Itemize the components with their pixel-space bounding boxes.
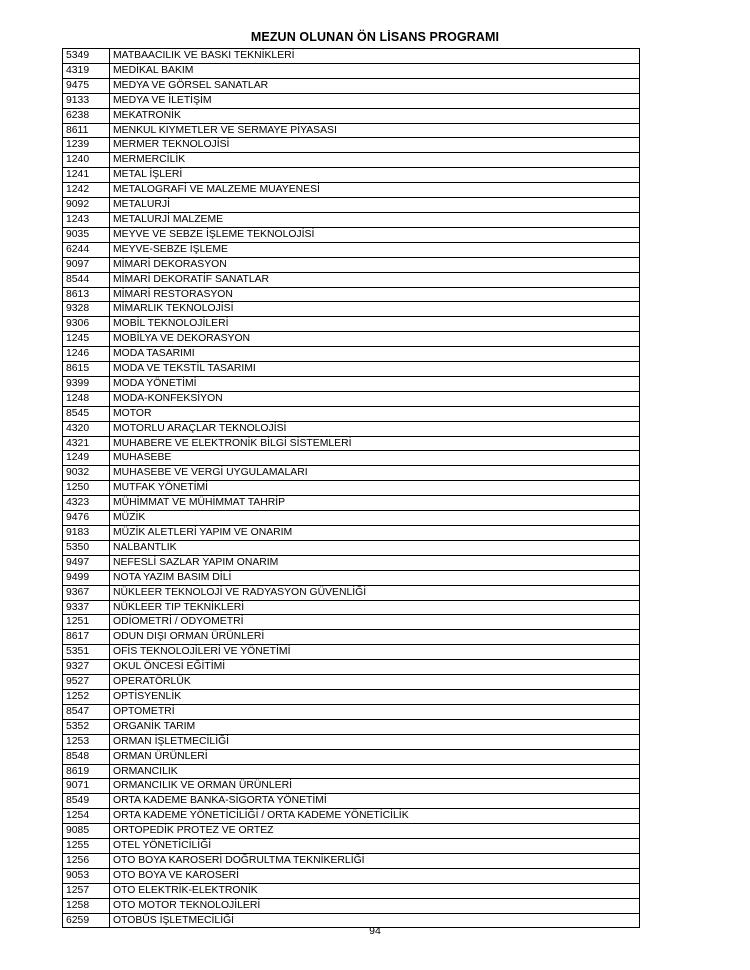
- program-code-cell: 1254: [63, 809, 110, 824]
- table-row: [63, 168, 640, 183]
- table-row: [63, 496, 640, 511]
- page-title: MEZUN OLUNAN ÖN LİSANS PROGRAMI: [250, 30, 500, 44]
- program-code-cell: 5349: [63, 49, 110, 64]
- program-code-cell: 8548: [63, 749, 110, 764]
- program-code-cell: 1250: [63, 481, 110, 496]
- table-row: [63, 153, 640, 168]
- table-row: [63, 376, 640, 391]
- program-code-cell: 1253: [63, 734, 110, 749]
- program-code-cell: 8615: [63, 362, 110, 377]
- program-code-cell: 1258: [63, 898, 110, 913]
- program-code-cell: 1240: [63, 153, 110, 168]
- program-name-cell: ORMANCILIK VE ORMAN ÜRÜNLERİ: [110, 779, 640, 794]
- program-name-cell: NALBANTLIK: [110, 540, 640, 555]
- program-code-cell: 9092: [63, 198, 110, 213]
- program-code-cell: 9399: [63, 376, 110, 391]
- program-code-cell: 6259: [63, 913, 110, 928]
- program-code-cell: 5352: [63, 719, 110, 734]
- table-row: [63, 138, 640, 153]
- program-name-cell: MEYVE-SEBZE İŞLEME: [110, 242, 640, 257]
- table-row: [63, 212, 640, 227]
- program-name-cell: OKUL ÖNCESİ EĞİTİMİ: [110, 660, 640, 675]
- program-name-cell: MOBİL TEKNOLOJİLERİ: [110, 317, 640, 332]
- program-name-cell: ODİOMETRİ / ODYOMETRİ: [110, 615, 640, 630]
- table-row: [63, 853, 640, 868]
- program-code-cell: 8619: [63, 764, 110, 779]
- program-code-cell: 9497: [63, 555, 110, 570]
- table-row: [63, 183, 640, 198]
- program-code-cell: 5351: [63, 645, 110, 660]
- table-row: [63, 689, 640, 704]
- program-code-cell: 9476: [63, 511, 110, 526]
- table-row: [63, 317, 640, 332]
- program-name-cell: METALURJİ MALZEME: [110, 212, 640, 227]
- program-name-cell: MEYVE VE SEBZE İŞLEME TEKNOLOJİSİ: [110, 227, 640, 242]
- program-name-cell: ORTA KADEME BANKA-SİGORTA YÖNETİMİ: [110, 794, 640, 809]
- program-name-cell: MOTORLU ARAÇLAR TEKNOLOJİSİ: [110, 421, 640, 436]
- program-code-cell: 9032: [63, 466, 110, 481]
- program-code-cell: 1248: [63, 391, 110, 406]
- program-name-cell: MUHASEBE VE VERGİ UYGULAMALARI: [110, 466, 640, 481]
- program-code-cell: 8544: [63, 272, 110, 287]
- program-name-cell: MOBİLYA VE DEKORASYON: [110, 332, 640, 347]
- program-code-cell: 8545: [63, 406, 110, 421]
- table-row: [63, 451, 640, 466]
- table-row: [63, 108, 640, 123]
- table-row: [63, 481, 640, 496]
- program-code-cell: 1256: [63, 853, 110, 868]
- program-name-cell: OTO BOYA VE KAROSERİ: [110, 868, 640, 883]
- program-code-cell: 9499: [63, 570, 110, 585]
- program-name-cell: NEFESLİ SAZLAR YAPIM ONARIM: [110, 555, 640, 570]
- program-name-cell: ORMANCILIK: [110, 764, 640, 779]
- table-row: [63, 436, 640, 451]
- program-code-cell: 1242: [63, 183, 110, 198]
- program-name-cell: OPERATÖRLÜK: [110, 675, 640, 690]
- table-row: [63, 332, 640, 347]
- program-name-cell: NOTA YAZIM BASIM DİLİ: [110, 570, 640, 585]
- table-row: [63, 347, 640, 362]
- program-name-cell: OTEL YÖNETİCİLİĞİ: [110, 839, 640, 854]
- program-code-cell: 1249: [63, 451, 110, 466]
- table-row: [63, 391, 640, 406]
- program-code-cell: 9306: [63, 317, 110, 332]
- table-row: [63, 63, 640, 78]
- program-name-cell: OTOBÜS İŞLETMECİLİĞİ: [110, 913, 640, 928]
- table-row: [63, 704, 640, 719]
- program-name-cell: MATBAACILIK VE BASKI TEKNİKLERİ: [110, 49, 640, 64]
- program-code-cell: 9328: [63, 302, 110, 317]
- program-name-cell: MEDYA VE GÖRSEL SANATLAR: [110, 78, 640, 93]
- table-row: [63, 78, 640, 93]
- program-code-cell: 1241: [63, 168, 110, 183]
- program-name-cell: OPTOMETRİ: [110, 704, 640, 719]
- program-table: [62, 48, 640, 928]
- table-row: [63, 779, 640, 794]
- program-name-cell: MEKATRONİK: [110, 108, 640, 123]
- table-row: [63, 123, 640, 138]
- program-name-cell: METALURJİ: [110, 198, 640, 213]
- program-name-cell: NÜKLEER TIP TEKNİKLERİ: [110, 600, 640, 615]
- table-row: [63, 287, 640, 302]
- table-row: [63, 570, 640, 585]
- program-name-cell: MENKUL KIYMETLER VE SERMAYE PİYASASI: [110, 123, 640, 138]
- table-row: [63, 406, 640, 421]
- table-row: [63, 898, 640, 913]
- program-code-cell: 9035: [63, 227, 110, 242]
- program-name-cell: METAL İŞLERİ: [110, 168, 640, 183]
- program-name-cell: ORMAN İŞLETMECİLİĞİ: [110, 734, 640, 749]
- program-name-cell: MİMARLIK TEKNOLOJİSİ: [110, 302, 640, 317]
- program-name-cell: MUHABERE VE ELEKTRONİK BİLGİ SİSTEMLERİ: [110, 436, 640, 451]
- program-code-cell: 9527: [63, 675, 110, 690]
- program-code-cell: 6238: [63, 108, 110, 123]
- table-row: [63, 824, 640, 839]
- table-row: [63, 555, 640, 570]
- program-name-cell: ORGANİK TARIM: [110, 719, 640, 734]
- table-row: [63, 734, 640, 749]
- program-code-cell: 9085: [63, 824, 110, 839]
- program-name-cell: MOTOR: [110, 406, 640, 421]
- program-name-cell: MERMERCİLİK: [110, 153, 640, 168]
- program-code-cell: 1255: [63, 839, 110, 854]
- program-name-cell: MÜHİMMAT VE MÜHİMMAT TAHRİP: [110, 496, 640, 511]
- program-table-body: [63, 49, 640, 928]
- program-code-cell: 9337: [63, 600, 110, 615]
- program-name-cell: ODUN DIŞI ORMAN ÜRÜNLERİ: [110, 630, 640, 645]
- program-name-cell: MİMARİ DEKORATİF SANATLAR: [110, 272, 640, 287]
- table-row: [63, 630, 640, 645]
- program-code-cell: 9133: [63, 93, 110, 108]
- table-row: [63, 49, 640, 64]
- program-name-cell: MÜZİK ALETLERİ YAPIM VE ONARIM: [110, 526, 640, 541]
- table-row: [63, 645, 640, 660]
- table-row: [63, 839, 640, 854]
- program-name-cell: MUHASEBE: [110, 451, 640, 466]
- program-name-cell: MODA VE TEKSTİL TASARIMI: [110, 362, 640, 377]
- program-code-cell: 6244: [63, 242, 110, 257]
- program-name-cell: MERMER TEKNOLOJİSİ: [110, 138, 640, 153]
- program-code-cell: 9097: [63, 257, 110, 272]
- table-row: [63, 302, 640, 317]
- table-row: [63, 198, 640, 213]
- program-code-cell: 8617: [63, 630, 110, 645]
- program-code-cell: 8549: [63, 794, 110, 809]
- program-name-cell: MODA-KONFEKSİYON: [110, 391, 640, 406]
- table-row: [63, 466, 640, 481]
- program-name-cell: METALOGRAFİ VE MALZEME MUAYENESİ: [110, 183, 640, 198]
- program-code-cell: 4320: [63, 421, 110, 436]
- table-row: [63, 615, 640, 630]
- program-name-cell: MUTFAK YÖNETİMİ: [110, 481, 640, 496]
- program-name-cell: OFİS TEKNOLOJİLERİ VE YÖNETİMİ: [110, 645, 640, 660]
- program-code-cell: 9327: [63, 660, 110, 675]
- table-row: [63, 421, 640, 436]
- program-code-cell: 4319: [63, 63, 110, 78]
- program-code-cell: 9367: [63, 585, 110, 600]
- program-code-cell: 8547: [63, 704, 110, 719]
- table-row: [63, 868, 640, 883]
- program-code-cell: 1239: [63, 138, 110, 153]
- page-number: 94: [369, 925, 381, 937]
- program-code-cell: 1245: [63, 332, 110, 347]
- program-name-cell: OTO ELEKTRİK-ELEKTRONİK: [110, 883, 640, 898]
- table-row: [63, 675, 640, 690]
- program-code-cell: 9183: [63, 526, 110, 541]
- program-name-cell: MEDYA VE İLETİŞİM: [110, 93, 640, 108]
- table-row: [63, 257, 640, 272]
- table-row: [63, 526, 640, 541]
- program-code-cell: 9071: [63, 779, 110, 794]
- program-code-cell: 4323: [63, 496, 110, 511]
- table-row: [63, 362, 640, 377]
- program-code-cell: 1243: [63, 212, 110, 227]
- program-name-cell: ORTA KADEME YÖNETİCİLİĞİ / ORTA KADEME YÖNETİCİLİK: [110, 809, 640, 824]
- program-code-cell: 1251: [63, 615, 110, 630]
- table-row: [63, 600, 640, 615]
- program-code-cell: 9475: [63, 78, 110, 93]
- table-row: [63, 242, 640, 257]
- program-code-cell: 4321: [63, 436, 110, 451]
- table-row: [63, 883, 640, 898]
- table-row: [63, 585, 640, 600]
- table-row: [63, 794, 640, 809]
- table-row: [63, 809, 640, 824]
- program-name-cell: OTO MOTOR TEKNOLOJİLERİ: [110, 898, 640, 913]
- program-name-cell: MİMARİ DEKORASYON: [110, 257, 640, 272]
- table-row: [63, 93, 640, 108]
- table-row: [63, 272, 640, 287]
- program-name-cell: MODA TASARIMI: [110, 347, 640, 362]
- table-row: [63, 749, 640, 764]
- table-row: [63, 660, 640, 675]
- program-code-cell: 1252: [63, 689, 110, 704]
- program-code-cell: 9053: [63, 868, 110, 883]
- program-name-cell: NÜKLEER TEKNOLOJİ VE RADYASYON GÜVENLİĞİ: [110, 585, 640, 600]
- table-row: [63, 764, 640, 779]
- program-code-cell: 8613: [63, 287, 110, 302]
- table-row: [63, 719, 640, 734]
- program-code-cell: 1257: [63, 883, 110, 898]
- program-code-cell: 8611: [63, 123, 110, 138]
- program-code-cell: 5350: [63, 540, 110, 555]
- table-row: [63, 511, 640, 526]
- program-name-cell: MODA YÖNETİMİ: [110, 376, 640, 391]
- program-name-cell: OTO BOYA KAROSERİ DOĞRULTMA TEKNİKERLİĞİ: [110, 853, 640, 868]
- program-name-cell: OPTİSYENLİK: [110, 689, 640, 704]
- program-name-cell: ORTOPEDİK PROTEZ VE ORTEZ: [110, 824, 640, 839]
- program-name-cell: MEDİKAL BAKIM: [110, 63, 640, 78]
- program-code-cell: 1246: [63, 347, 110, 362]
- program-name-cell: MÜZİK: [110, 511, 640, 526]
- table-row: [63, 540, 640, 555]
- program-name-cell: MİMARİ RESTORASYON: [110, 287, 640, 302]
- table-row: [63, 227, 640, 242]
- program-name-cell: ORMAN ÜRÜNLERİ: [110, 749, 640, 764]
